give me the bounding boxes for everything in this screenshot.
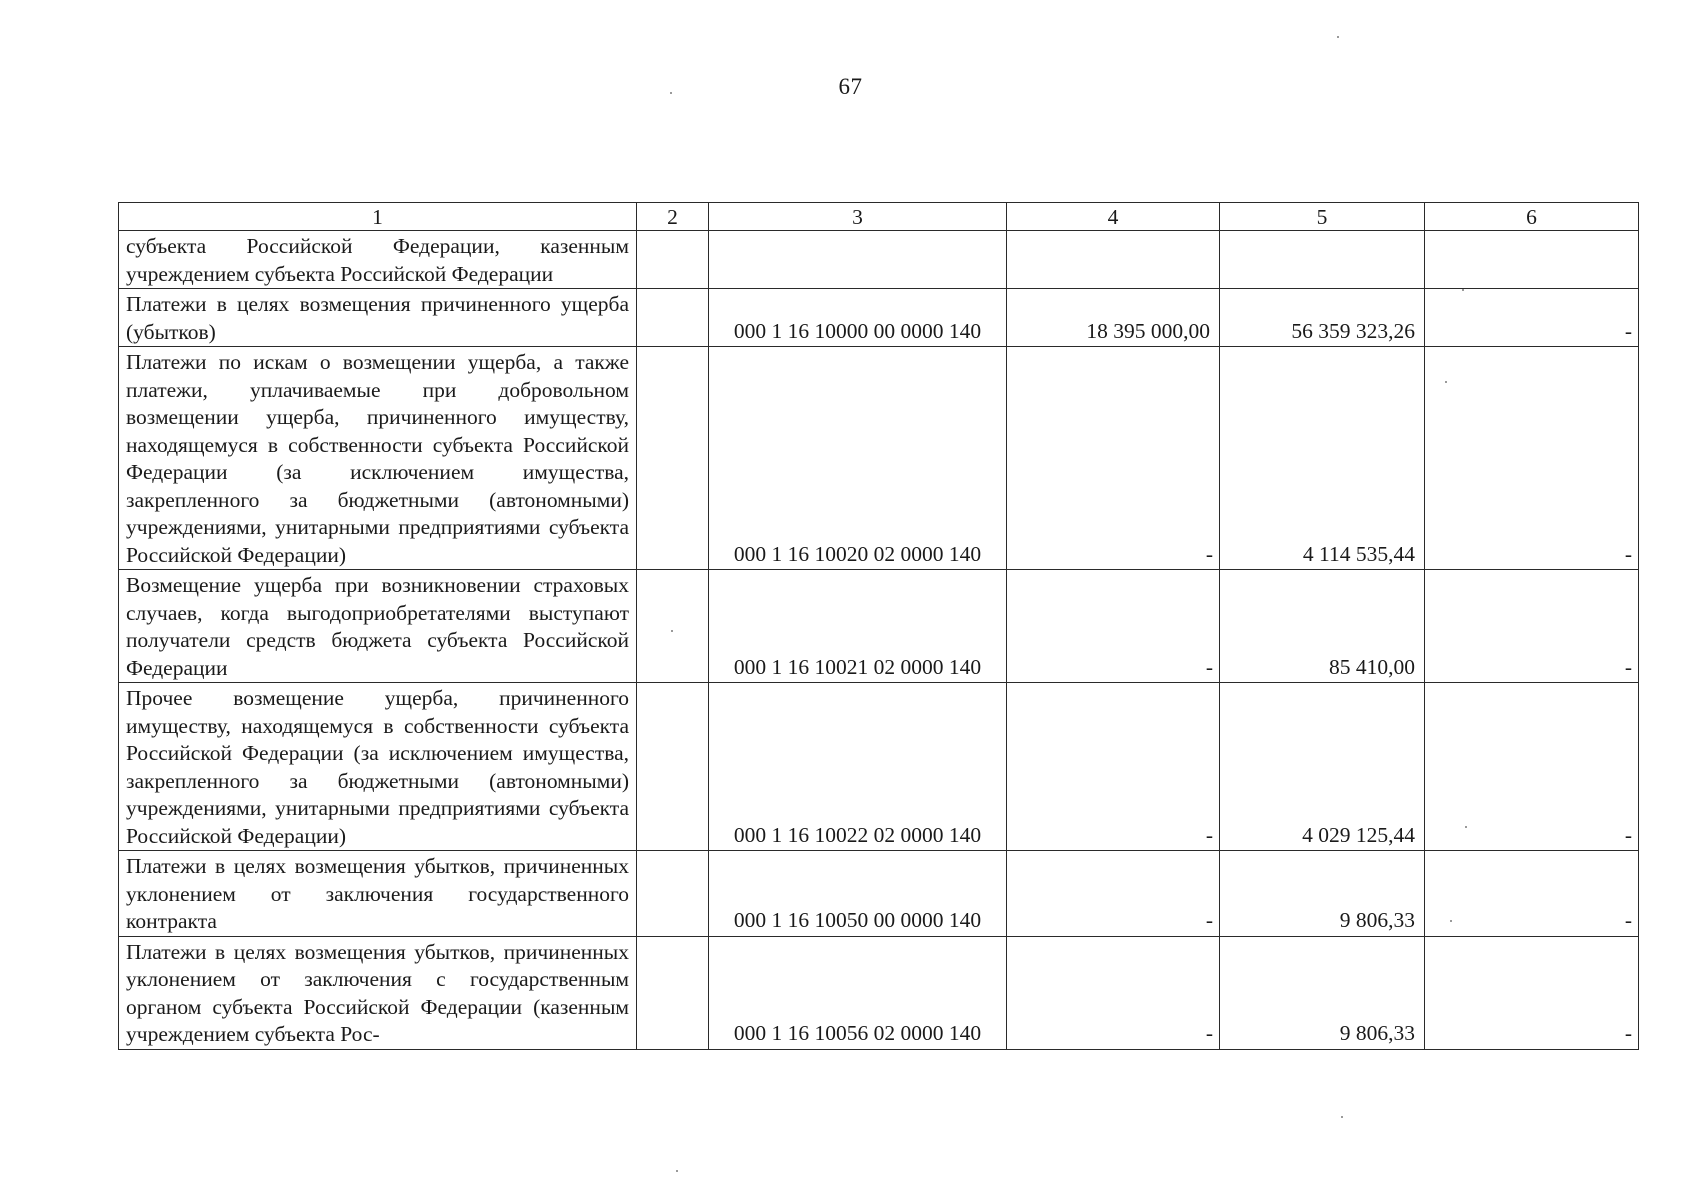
row-code: 000 1 16 10021 02 0000 140: [709, 570, 1007, 683]
scan-speck: [671, 630, 673, 632]
header-col-6: 6: [1425, 203, 1639, 231]
table-row: [119, 851, 1639, 937]
table-row: [119, 570, 1639, 683]
table-row: [119, 231, 1639, 289]
row-col5: 4 114 535,44: [1220, 347, 1425, 570]
row-code: [709, 231, 1007, 289]
row-col5: 85 410,00: [1220, 570, 1425, 683]
row-name: Платежи в целях возмещения убытков, причиненных уклонением от заключения государственного контракта: [119, 851, 637, 937]
row-name: Платежи по искам о возмещении ущерба, а также платежи, уплачиваемые при добровольном возмещении ущерба, причиненного имуществу, находящемуся в собственности субъекта Российской Федерации (за исключением имущества, закрепленного за бюджетными (автономными) учреждениями, унитарными предприятиями субъекта Российской Федерации): [119, 347, 637, 570]
row-col6: -: [1425, 347, 1639, 570]
row-name: Прочее возмещение ущерба, причиненного имуществу, находящемуся в собственности субъекта Российской Федерации (за исключением имущества, закрепленного за бюджетными (автономными) учреждениями, унитарными предприятиями субъекта Российской Федерации): [119, 683, 637, 851]
row-col4: 18 395 000,00: [1007, 289, 1220, 347]
row-code: 000 1 16 10050 00 0000 140: [709, 851, 1007, 937]
scan-speck: [1450, 920, 1452, 922]
row-col4: -: [1007, 570, 1220, 683]
row-col6: -: [1425, 851, 1639, 937]
header-col-1: 1: [119, 203, 637, 231]
row-col6: [1425, 231, 1639, 289]
row-col2: [637, 570, 709, 683]
row-col5: 9 806,33: [1220, 936, 1425, 1049]
scan-speck: [1341, 1116, 1343, 1118]
header-row: [119, 203, 1639, 231]
budget-revenue-table: [118, 202, 1639, 1050]
table-row: [119, 936, 1639, 1049]
header-col-3: 3: [709, 203, 1007, 231]
row-col6: -: [1425, 683, 1639, 851]
table-row: [119, 683, 1639, 851]
row-col2: [637, 851, 709, 937]
row-name: субъекта Российской Федерации, казенным учреждением субъекта Российской Федерации: [119, 231, 637, 289]
header-col-2: 2: [637, 203, 709, 231]
row-code: 000 1 16 10056 02 0000 140: [709, 936, 1007, 1049]
row-col4: -: [1007, 347, 1220, 570]
table-header: [119, 203, 1639, 231]
row-col4: -: [1007, 936, 1220, 1049]
row-col2: [637, 347, 709, 570]
row-col5: 9 806,33: [1220, 851, 1425, 937]
scan-speck: [1337, 36, 1339, 38]
row-col5: 4 029 125,44: [1220, 683, 1425, 851]
scan-speck: [1465, 826, 1467, 828]
row-col4: -: [1007, 851, 1220, 937]
table-body: [119, 231, 1639, 1050]
row-col5: [1220, 231, 1425, 289]
row-col2: [637, 936, 709, 1049]
row-col6: -: [1425, 570, 1639, 683]
scan-speck: [670, 92, 672, 94]
row-col6: -: [1425, 289, 1639, 347]
row-col4: -: [1007, 683, 1220, 851]
scan-speck: [1462, 289, 1464, 291]
row-name: Возмещение ущерба при возникновении страховых случаев, когда выгодоприобретателями выступают получатели средств бюджета субъекта Российской Федерации: [119, 570, 637, 683]
row-col2: [637, 231, 709, 289]
scan-speck: [676, 1170, 678, 1172]
row-code: 000 1 16 10022 02 0000 140: [709, 683, 1007, 851]
row-code: 000 1 16 10020 02 0000 140: [709, 347, 1007, 570]
page-number: 67: [838, 74, 863, 99]
header-col-5: 5: [1220, 203, 1425, 231]
row-col2: [637, 289, 709, 347]
header-col-4: 4: [1007, 203, 1220, 231]
row-name: Платежи в целях возмещения убытков, причиненных уклонением от заключения с государственным органом субъекта Российской Федерации (казенным учреждением субъекта Рос-: [119, 936, 637, 1049]
table-row: [119, 347, 1639, 570]
row-name: Платежи в целях возмещения причиненного ущерба (убытков): [119, 289, 637, 347]
scan-speck: [1445, 381, 1447, 383]
row-col5: 56 359 323,26: [1220, 289, 1425, 347]
row-col4: [1007, 231, 1220, 289]
table-row: [119, 289, 1639, 347]
row-col2: [637, 683, 709, 851]
row-code: 000 1 16 10000 00 0000 140: [709, 289, 1007, 347]
row-col6: -: [1425, 936, 1639, 1049]
